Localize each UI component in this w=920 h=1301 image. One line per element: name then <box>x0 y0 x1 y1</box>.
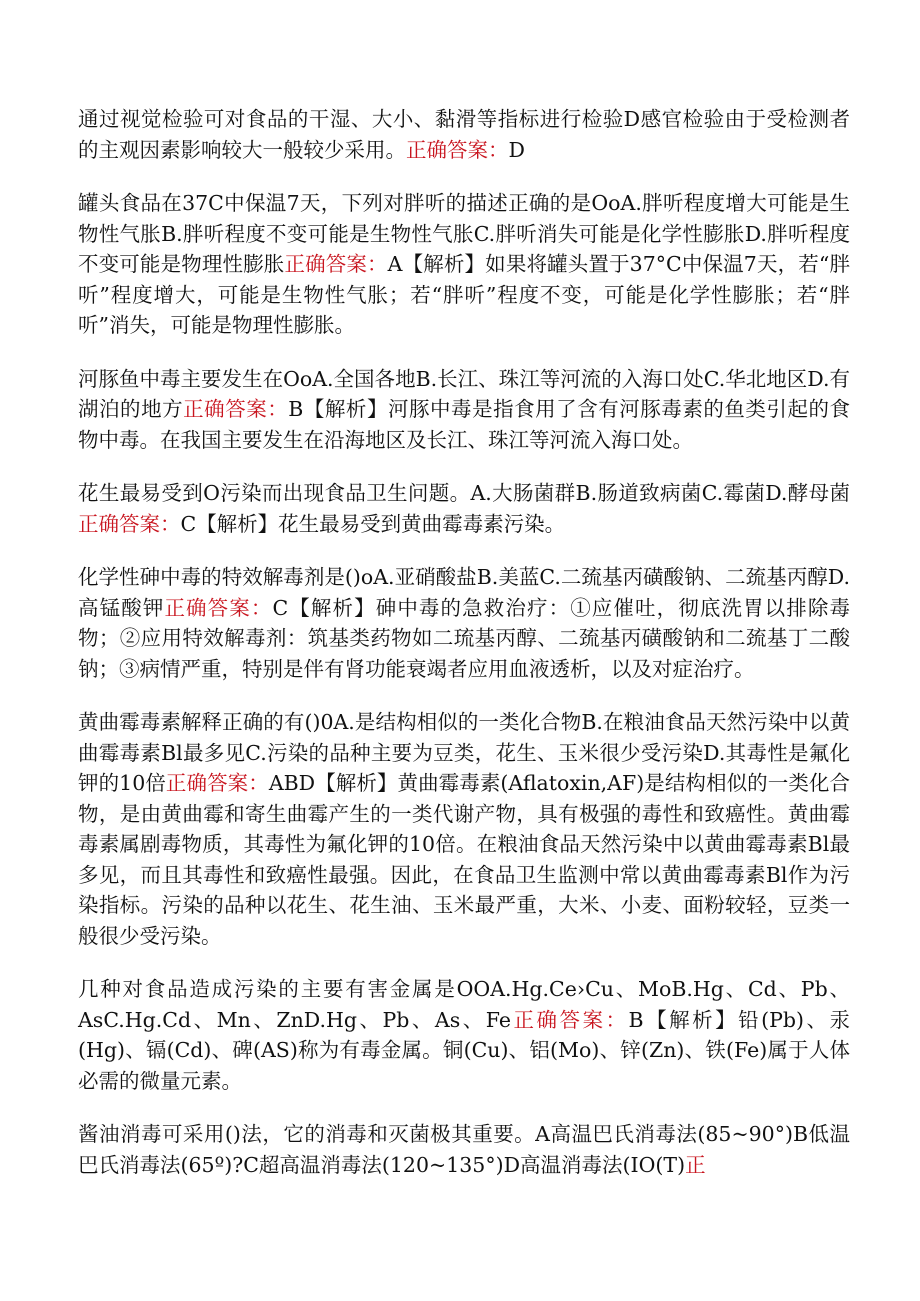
question-paragraph-3 <box>78 364 850 456</box>
answer-label: 正确答案： <box>78 511 181 536</box>
answer-text: A【解析】如果将罐头置于37°C中保温7天，若“胖听”程度增大，可能是生物性气胀；若“胖听”程度不变，可能是化学性膨胀；若“胖听”消失，可能是物理性膨胀。 <box>78 252 851 337</box>
answer-text: D <box>508 137 525 162</box>
answer-text: C【解析】花生最易受到黄曲霉毒素污染。 <box>180 511 566 536</box>
answer-label: 正确答案： <box>165 771 269 795</box>
question-text: 河豚鱼中毒主要发生在OoA.全国各地B.长江、珠江等河流的入海口处C.华北地区D.有湖泊的地方 <box>78 366 850 421</box>
question-text: 罐头食品在37C中保温7天，下列对胖听的描述正确的是OoA.胖听程度增大可能是生物性气胀B.胖听程度不变可能是生物性气胀C.胖听消失可能是化学性膨胀D.胖听程度不变可能是物理性膨胀 <box>78 191 850 276</box>
answer-text: B【解析】河豚中毒是指食用了含有河豚毒素的鱼类引起的食物中毒。在我国主要发生在沿海地区及长江、珠江等河流入海口处。 <box>78 397 851 452</box>
question-paragraph-5 <box>78 562 850 684</box>
question-paragraph-1 <box>78 104 850 165</box>
answer-text: ABD【解析】黄曲霉毒素(Aflatoxin,AF)是结构相似的一类化合物，是由黄曲霉和寄生曲霉产生的一类代谢产物，具有极强的毒性和致癌性。黄曲霉毒素属剧毒物质，其毒性为氟化钾的10倍。在粮油食品天然污染中以黄曲霉毒素Bl最多见，而且其毒性和致癌性最强。因此，在食品卫生监测中常以黄曲霉毒素Bl作为污染指标。污染的品种以花生、花生油、玉米最严重，大米、小麦、面粉较轻，豆类一般很少受污染。 <box>78 771 850 948</box>
answer-label: 正确答案： <box>284 252 388 276</box>
answer-text: C【解析】砷中毒的急救治疗：①应催吐，彻底洗胃以排除毒物；②应用特效解毒剂：筑基类药物如二琉基丙醇、二巯基丙磺酸钠和二巯基丁二酸钠；③病情严重，特别是伴有肾功能衰竭者应用血液透析，以及对症治疗。 <box>78 595 851 681</box>
question-text: 黄曲霉毒素解释正确的有()0A.是结构相似的一类化合物B.在粮油食品天然污染中以黄曲霉毒素Bl最多见C.污染的品种主要为豆类，花生、玉米很少受污染D.其毒性是氟化钾的10倍 <box>78 710 850 795</box>
question-text: 花生最易受到O污染而出现食品卫生问题。A.大肠菌群B.肠道致病菌C.霉菌D.酵母菌 <box>78 481 850 505</box>
answer-label: 正确答案： <box>183 397 289 421</box>
answer-label: 正确答案： <box>164 595 273 620</box>
question-paragraph-4 <box>78 478 850 539</box>
answer-label: 正确答案： <box>510 1007 629 1032</box>
answer-text: B【解析】铅(Pb)、汞(Hg)、镉(Cd)、碑(AS)称为有毒金属。铜(Cu)、铝(Mo)、锌(Zn)、铁(Fe)属于人体必需的微量元素。 <box>78 1007 850 1093</box>
question-paragraph-8 <box>78 1119 850 1180</box>
answer-label: 正 <box>685 1152 706 1177</box>
question-text: 酱油消毒可采用()法，它的消毒和灭菌极其重要。A高温巴氏消毒法(85~90°)B低温巴氏消毒法(65º)?C超高温消毒法(120~135°)D高温消毒法(IO(T) <box>78 1122 850 1177</box>
question-paragraph-6 <box>78 707 850 951</box>
answer-label: 正确答案： <box>406 137 509 162</box>
question-text: 几种对食品造成污染的主要有害金属是OOA.Hg.Ce›Cu、MoB.Hg、Cd、Pb、AsC.Hg.Cd、Mn、ZnD.Hg、Pb、As、Fe <box>78 977 850 1032</box>
question-text: 化学性砷中毒的特效解毒剂是()oA.亚硝酸盐B.美蓝C.二巯基丙磺酸钠、二巯基丙醇D.高锰酸钾 <box>78 565 850 620</box>
question-text: 通过视觉检验可对食品的干湿、大小、黏滑等指标进行检验D感官检验由于受检测者的主观因素影响较大一般较少采用。 <box>78 107 850 162</box>
question-paragraph-2 <box>78 188 850 341</box>
document-body <box>78 104 850 1203</box>
question-paragraph-7 <box>78 974 850 1096</box>
